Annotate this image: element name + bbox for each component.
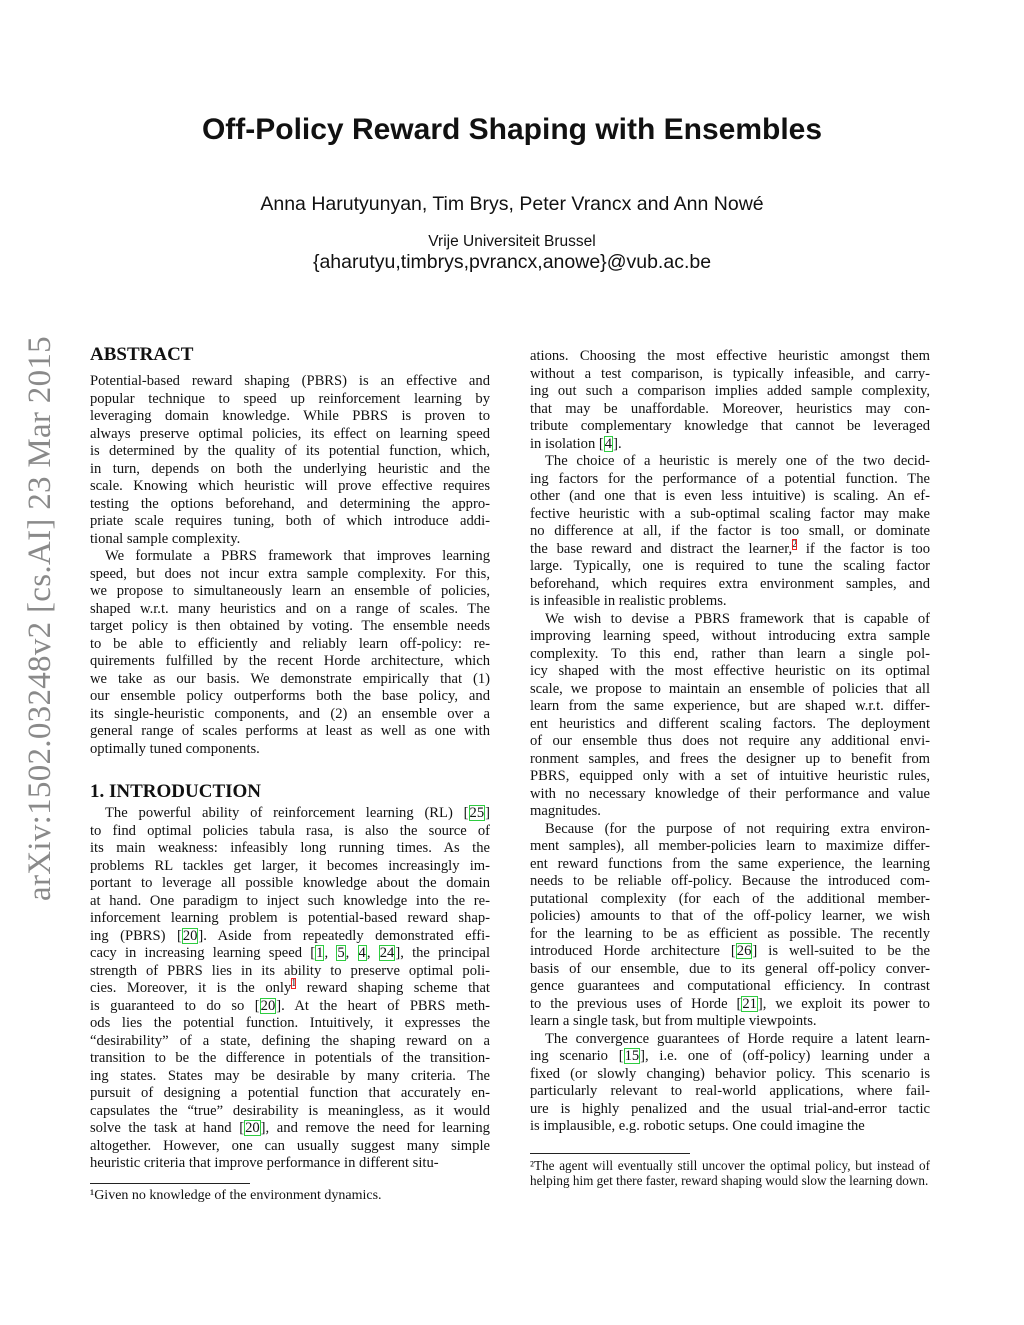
text-line: basis of our ensemble, due to its general off-policy conver- — [530, 960, 930, 977]
text-line: We formulate a PBRS framework that improves learning — [105, 548, 490, 564]
text-line: priate scale requires tuning, both of which introduce addi- — [90, 513, 490, 529]
text-line: We wish to devise a PBRS framework that is capable of — [545, 610, 930, 627]
citation-link[interactable]: 25 — [469, 805, 485, 821]
text-line: magnitudes. — [530, 803, 601, 819]
text-line: Potential-based reward shaping (PBRS) is an effective and — [90, 373, 490, 389]
text-line: tribute complementary knowledge that cannot be leveraged — [530, 418, 930, 434]
text-line: in turn, depends on both the underlying heuristic and the — [90, 460, 490, 477]
paragraph — [90, 805, 490, 1173]
arxiv-stamp — [22, 336, 62, 938]
text-line: that may be unaffordable. Moreover, heuristics may con- — [530, 400, 930, 417]
text-line: ment samples), all member-policies learn to maximize differ- — [530, 838, 930, 854]
text-line: ing factors for the performance of a potential function. The — [530, 470, 930, 487]
text-line: other (and one that is even less intuitive) is scaling. An ef- — [530, 488, 930, 504]
text-line: the base reward and distract the learner,$^2$ if the factor is too — [530, 538, 930, 557]
text-line: The choice of a heuristic is merely one of the two decid- — [545, 453, 930, 469]
text-line: ing states. States may be desirable by many criteria. The — [90, 1067, 490, 1084]
text-line: always preserve optimal policies, its effect on learning speed — [90, 425, 490, 442]
text-line: The powerful ability of reinforcement learning (RL) [25] — [105, 805, 490, 821]
text-line: fective heuristic with a sub-optimal scaling factor may make — [530, 505, 930, 522]
paragraph — [530, 348, 930, 453]
arxiv-identifier[interactable]: arXiv:1502.03248v2 [cs.AI] 23 Mar 2015 — [22, 336, 58, 901]
text-line: of our ensemble thus does not require any additional envi- — [530, 733, 930, 749]
text-line: to be able to efficiently and reliably learn off-policy: re- — [90, 635, 490, 652]
footnote-link[interactable]: 2 — [792, 538, 798, 550]
text-line: is determined by the quality of its potential function, which, — [90, 443, 490, 459]
citation-link[interactable]: 20 — [260, 997, 276, 1014]
text-line: its main weakness: infeasibly long running times. As the — [90, 840, 490, 856]
citation-link[interactable]: 4 — [358, 945, 366, 961]
footnote-link[interactable]: 1 — [291, 978, 297, 990]
text-line: quirements fulfilled by the recent Horde architecture, which — [90, 653, 490, 669]
text-line: icy shaped with the most effective heuristic on its optimal — [530, 663, 930, 679]
text-line: introduced Horde architecture [26] is well-suited to be the — [530, 943, 930, 959]
text-line: ure is highly penalized and the usual trial-and-error tactic — [530, 1100, 930, 1117]
text-line: is guaranteed to do so [20]. At the heart of PBRS meth- — [90, 997, 490, 1014]
text-line: ronment samples, and frees the designer up to benefit from — [530, 750, 930, 767]
footnote-1: ¹Given no knowledge of the environment dynamics. — [90, 1188, 382, 1203]
text-line: in isolation [4]. — [530, 435, 622, 452]
paragraph — [90, 373, 490, 548]
text-line: problems RL tackles get larger, it becomes increasingly im- — [90, 857, 490, 874]
text-line: cies. Moreover, it is the only$^1$ reward shaping scheme that — [90, 978, 490, 996]
text-line: to find optimal policies tabula rasa, is also the source of — [90, 822, 490, 839]
text-line: popular technique to speed up reinforcement learning by — [90, 390, 490, 407]
citation-link[interactable]: 21 — [742, 995, 757, 1012]
text-line: target policy is then obtained by voting. The ensemble needs — [90, 618, 490, 634]
citation-link[interactable]: 20 — [182, 927, 198, 944]
text-line: beforehand, which requires extra environment samples, and — [530, 575, 930, 592]
text-line: PBRS, equipped only with a set of intuitive heuristic rules, — [530, 768, 930, 784]
text-line: particularly relevant to real-world applications, where fail- — [530, 1083, 930, 1099]
text-line: ations. Choosing the most effective heuristic amongst them — [530, 348, 930, 364]
text-line: needs to be reliable off-policy. Because the introduced com- — [530, 873, 930, 889]
citation-link[interactable]: 24 — [379, 945, 395, 961]
introduction-body-right — [530, 348, 930, 1136]
text-line: complexity. To this end, rather than learn a single pol- — [530, 645, 930, 662]
citation-link[interactable]: 4 — [604, 435, 613, 452]
authors: Anna Harutyunyan, Tim Brys, Peter Vrancx and Ann Nowé — [260, 193, 764, 215]
introduction-heading: 1. INTRODUCTION — [90, 781, 262, 802]
text-line: optimally tuned components. — [90, 740, 260, 757]
text-line: cacy in increasing learning speed [1, 5, 4, 24], the principal — [90, 945, 491, 961]
text-line: is implausible, e.g. robotic setups. One could imagine the — [530, 1118, 865, 1134]
text-line: heuristic criteria that improve performance in different situ- — [90, 1155, 439, 1171]
text-line: scale, we propose to maintain an ensemble of policies that all — [530, 680, 930, 697]
text-line: inforcement learning problem is potential-based reward shap- — [90, 910, 490, 926]
text-line: improving learning speed, without introducing extra sample — [530, 628, 930, 644]
text-line: ing out such a comparison implies added sample complexity, — [530, 383, 930, 399]
text-line: testing the options beforehand, and determining the appro- — [90, 495, 490, 512]
text-line: The convergence guarantees of Horde require a latent learn- — [545, 1030, 930, 1047]
paragraph — [90, 548, 490, 758]
text-line: policies) amounts to that of the off-policy learner, we wish — [530, 908, 930, 924]
right-column — [530, 348, 930, 1136]
citation-link[interactable]: 1 — [316, 945, 324, 961]
text-line: ing scenario [15], i.e. one of (off-policy) learning under a — [530, 1048, 930, 1064]
text-line: without a test comparison, is typically infeasible, and carry- — [530, 365, 930, 382]
paragraph — [530, 821, 930, 1031]
text-line: ent reward functions from the same experience, the learning — [530, 855, 930, 872]
text-line: leveraging domain knowledge. While PBRS is proven to — [90, 408, 490, 424]
footnote-2: ²The agent will eventually still uncover the optimal policy, but instead of helping him get there faster, reward shaping would slow the learning down. — [530, 1158, 930, 1188]
text-line: large. Typically, one is required to tune the scaling factor — [530, 558, 930, 574]
text-line: speed, but does not incur extra sample complexity. For this, — [90, 565, 490, 582]
text-line: we take as our basis. We demonstrate empirically that (1) — [90, 670, 490, 687]
text-line: capsulates the “true” desirability is meaningless, as it would — [90, 1102, 490, 1119]
left-column — [90, 344, 490, 1173]
text-line: shaped w.r.t. many heuristics and on a range of scales. The — [90, 600, 490, 617]
text-line: gence guarantees and computational efficiency. In contrast — [530, 978, 930, 994]
text-line: is infeasible in realistic problems. — [530, 593, 727, 609]
text-line: our ensemble policy outperforms both the base policy, and — [90, 688, 490, 704]
text-line: altogether. However, one can usually suggest many simple — [90, 1137, 490, 1154]
text-line: at hand. One paradigm to inject such knowledge into the re- — [90, 892, 490, 909]
text-line: learn a single task, but from multiple viewpoints. — [530, 1013, 817, 1029]
citation-link[interactable]: 20 — [245, 1120, 260, 1136]
footnote-rule-right — [530, 1153, 690, 1154]
text-line: general range of scales performs at least as well as one with — [90, 723, 490, 739]
introduction-body-left — [90, 805, 490, 1173]
text-line: tional sample complexity. — [90, 530, 241, 547]
text-line: ing (PBRS) [20]. Aside from repeatedly demonstrated effi- — [90, 927, 490, 944]
text-line: learn from the same experience, but are shaped w.r.t. differ- — [530, 698, 930, 714]
text-line: with no necessary knowledge of their performance and value — [530, 785, 930, 802]
paragraph — [530, 453, 930, 611]
text-line: ods lies the potential function. Intuitively, it expresses the — [90, 1015, 490, 1031]
author-emails: {aharutyu,timbrys,pvrancx,anowe}@vub.ac.be — [312, 251, 712, 273]
abstract-heading: ABSTRACT — [90, 344, 194, 365]
text-line: scale. Knowing which heuristic will prove effective requires — [90, 478, 490, 494]
text-line: fixed (or slowly changing) behavior policy. This scenario is — [530, 1065, 930, 1082]
citation-link[interactable]: 26 — [736, 943, 752, 959]
text-line: pursuit of designing a potential function that accurately en- — [90, 1085, 490, 1101]
text-line: putational complexity (for each of the additional member- — [530, 890, 930, 907]
text-line: to the previous uses of Horde [21], we exploit its power to — [530, 995, 930, 1012]
text-line: Because (for the purpose of not requiring extra environ- — [545, 820, 930, 837]
text-line: its single-heuristic components, and (2) an ensemble over a — [90, 705, 490, 722]
abstract-body — [90, 373, 490, 758]
text-line: “desirability” of a state, defining the shaping reward on a — [90, 1032, 490, 1049]
text-line: ent heuristics and different scaling factors. The deployment — [530, 715, 930, 732]
text-line: transition to be the difference in potentials of the transition- — [90, 1050, 490, 1066]
text-line: portant to leverage all possible knowledge about the domain — [90, 875, 490, 891]
paper-title: Off-Policy Reward Shaping with Ensembles — [201, 113, 823, 146]
citation-link[interactable]: 15 — [624, 1048, 640, 1064]
text-line: solve the task at hand [20], and remove the need for learning — [90, 1120, 490, 1136]
text-line: no difference at all, if the factor is too small, or dominate — [530, 523, 930, 539]
text-line: for the learning to be as efficient as possible. The recently — [530, 925, 930, 942]
paragraph — [530, 1031, 930, 1136]
footnote-rule-left — [90, 1183, 250, 1184]
citation-link[interactable]: 5 — [337, 945, 345, 961]
text-line: strength of PBRS lies in its ability to preserve optimal poli- — [90, 962, 490, 979]
affiliation: Vrije Universiteit Brussel — [428, 233, 596, 250]
text-line: we propose to simultaneously learn an ensemble of policies, — [90, 583, 490, 599]
paragraph — [530, 611, 930, 821]
